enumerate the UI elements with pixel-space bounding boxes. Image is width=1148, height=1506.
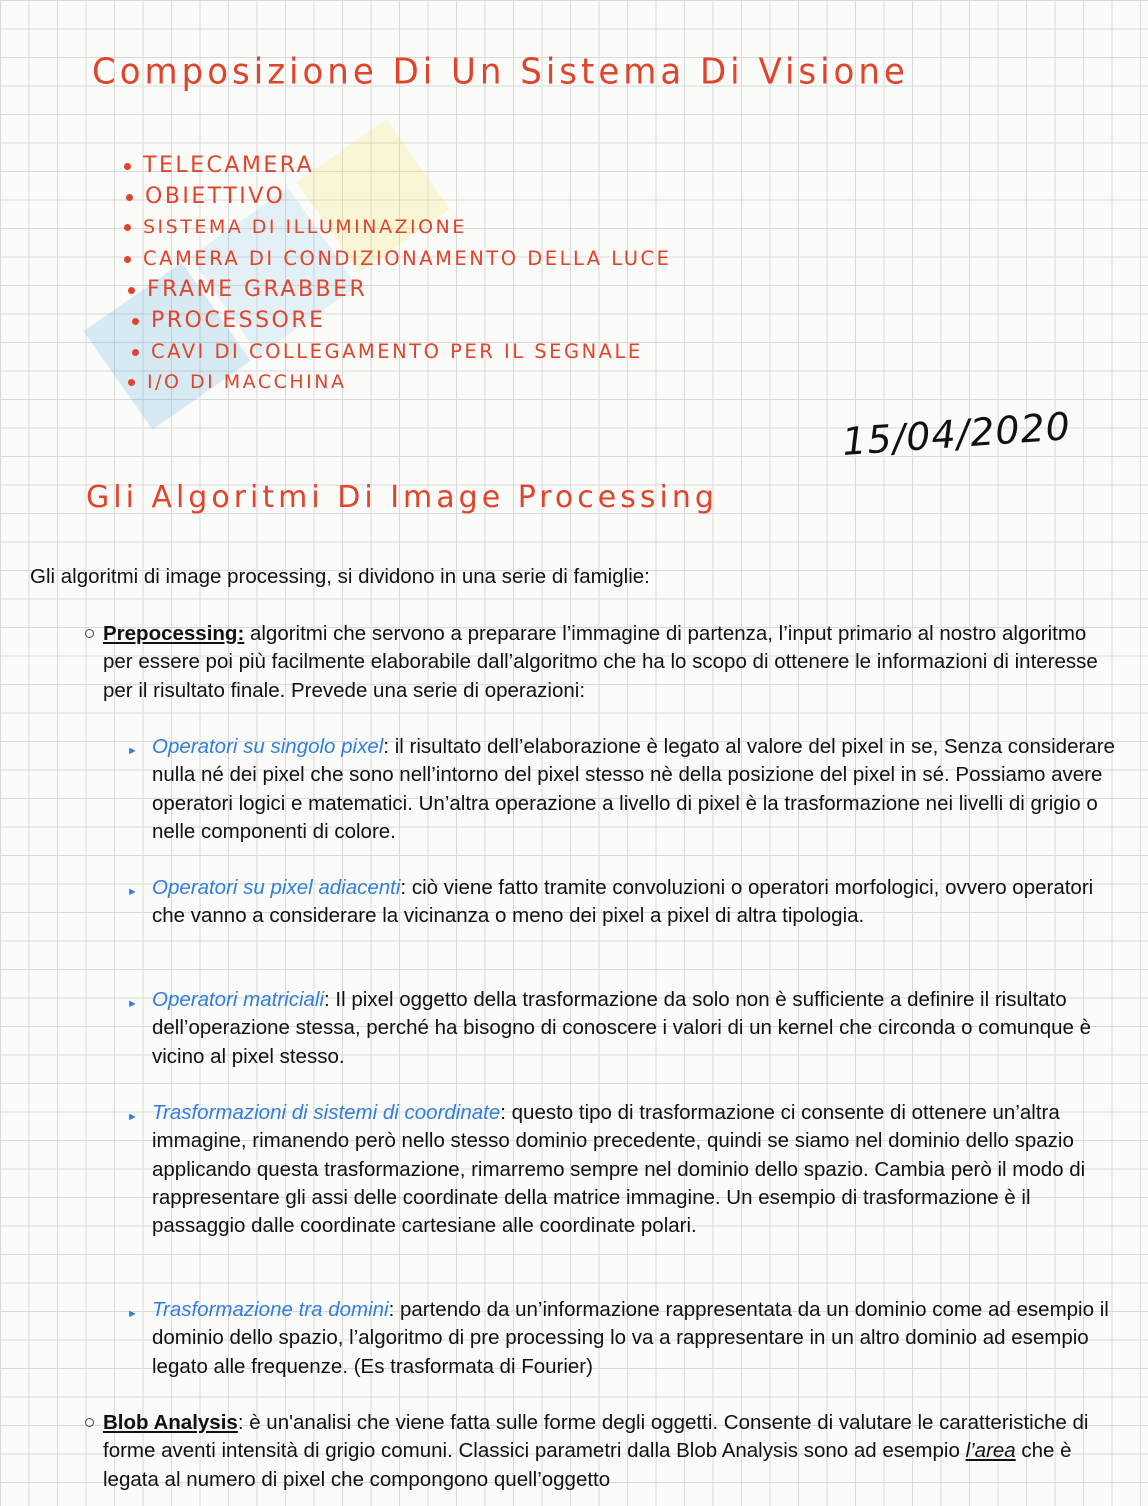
bullet-icon: [124, 224, 131, 231]
components-list: [124, 150, 671, 398]
date: 15/04/2020: [840, 404, 1073, 464]
op-sistemi-coordinate: ► Trasformazioni di sistemi di coordinate: questo tipo di trasformazione ci consente di ottenere un’altra immagine, rimanendo però nello stesso dominio precedente, quindi se siamo nel dominio dello spazio applicando questa trasformazione, rimarremo sempre nel dominio dello spazio. Cambia però il modo di rappresentare gli assi delle coordinate della matrice immagine. Un esempio di trasformazione è il passaggio dalle coordinate cartesiane alle coordinate polari.: [127, 1101, 1086, 1238]
prepocessing-text: algoritmi che servono a preparare l’immagine di partenza, l’input primario al nostro algoritmo per essere poi più facilmente elaborabile dall’algoritmo che ha lo scopo di ottenere le informazioni di interesse per il risultato finale. Prevede una serie di operazioni:: [103, 622, 1098, 702]
list-item: PROCESSORE: [132, 305, 671, 336]
bullet-icon: [124, 256, 131, 263]
triangle-bullet-icon: ►: [127, 1111, 138, 1123]
term-prepocessing: Prepocessing:: [103, 622, 245, 645]
bullet-icon: [124, 163, 131, 170]
list-item: TELECAMERA: [124, 150, 671, 181]
triangle-bullet-icon: ►: [127, 998, 138, 1010]
term-area: l’area: [965, 1439, 1016, 1463]
intro-text: Gli algoritmi di image processing, si dividono in una serie di famiglie:: [30, 565, 650, 588]
triangle-bullet-icon: ►: [127, 745, 138, 757]
op-pixel-adiacenti: ► Operatori su pixel adiacenti: ciò viene fatto tramite convoluzioni o operatori morfologici, ovvero operatori che vanno a considerare la vicinanza o meno dei pixel a pixel di altra tipologia.: [127, 876, 1094, 928]
section-prepocessing: [103, 620, 1118, 705]
heading-composizione: Composizione Di Un Sistema Di Visione: [92, 51, 909, 93]
bullet-icon: [126, 194, 133, 201]
op-singolo-pixel: ► Operatori su singolo pixel: il risultato dell’elaborazione è legato al valore del pixel in se, Senza considerare nulla né dei pixel che sono nell’intorno del pixel stesso nè della posizione del pixel in sé. Possiamo avere operatori logici e matematici. Un’altra operazione a livello di pixel è la trasformazione nei livelli di grigio o nelle componenti di colore.: [127, 735, 1115, 843]
triangle-bullet-icon: ►: [127, 1308, 138, 1320]
list-item: FRAME GRABBER: [128, 274, 671, 305]
term-blob-analysis: Blob Analysis: [103, 1411, 238, 1434]
op-tra-domini: ► Trasformazione tra domini: partendo da un’informazione rappresentata da un dominio come ad esempio il dominio dello spazio, l’algoritmo di pre processing lo va a rappresentare in un altro dominio ad esempio legato alle frequenze. (Es trasformata di Fourier): [127, 1298, 1109, 1378]
triangle-bullet-icon: ►: [127, 886, 138, 898]
list-item: SISTEMA DI ILLUMINAZIONE: [124, 212, 671, 243]
list-item: OBIETTIVO: [126, 181, 671, 212]
op-matriciali: ► Operatori matriciali: Il pixel oggetto della trasformazione da solo non è sufficiente a definire il risultato dell’operazione stessa, perché ha bisogno di conoscere i valori di un kernel che circonda o comunque è vicino al pixel stesso.: [127, 988, 1092, 1068]
section-blob-analysis: Blob Analysis: è un'analisi che viene fatta sulle forme degli oggetti. Consente di valutare le caratteristiche di forme aventi intensità di grigio comuni. Classici parametri dalla Blob Analysis sono ad esempio l’area che è legata al numero di pixel che compongono quell’oggetto: [103, 1409, 1118, 1494]
list-item: I/O DI MACCHINA: [128, 367, 671, 398]
bullet-icon: [132, 349, 139, 356]
circle-bullet-icon: [85, 1418, 94, 1427]
circle-bullet-icon: [85, 629, 94, 638]
bullet-icon: [128, 287, 135, 294]
heading-algoritmi: Gli Algoritmi Di Image Processing: [86, 480, 718, 515]
bullet-icon: [132, 318, 139, 325]
bullet-icon: [128, 379, 135, 386]
list-item: CAVI DI COLLEGAMENTO PER IL SEGNALE: [132, 336, 671, 367]
list-item: CAMERA DI CONDIZIONAMENTO DELLA LUCE: [124, 243, 671, 274]
